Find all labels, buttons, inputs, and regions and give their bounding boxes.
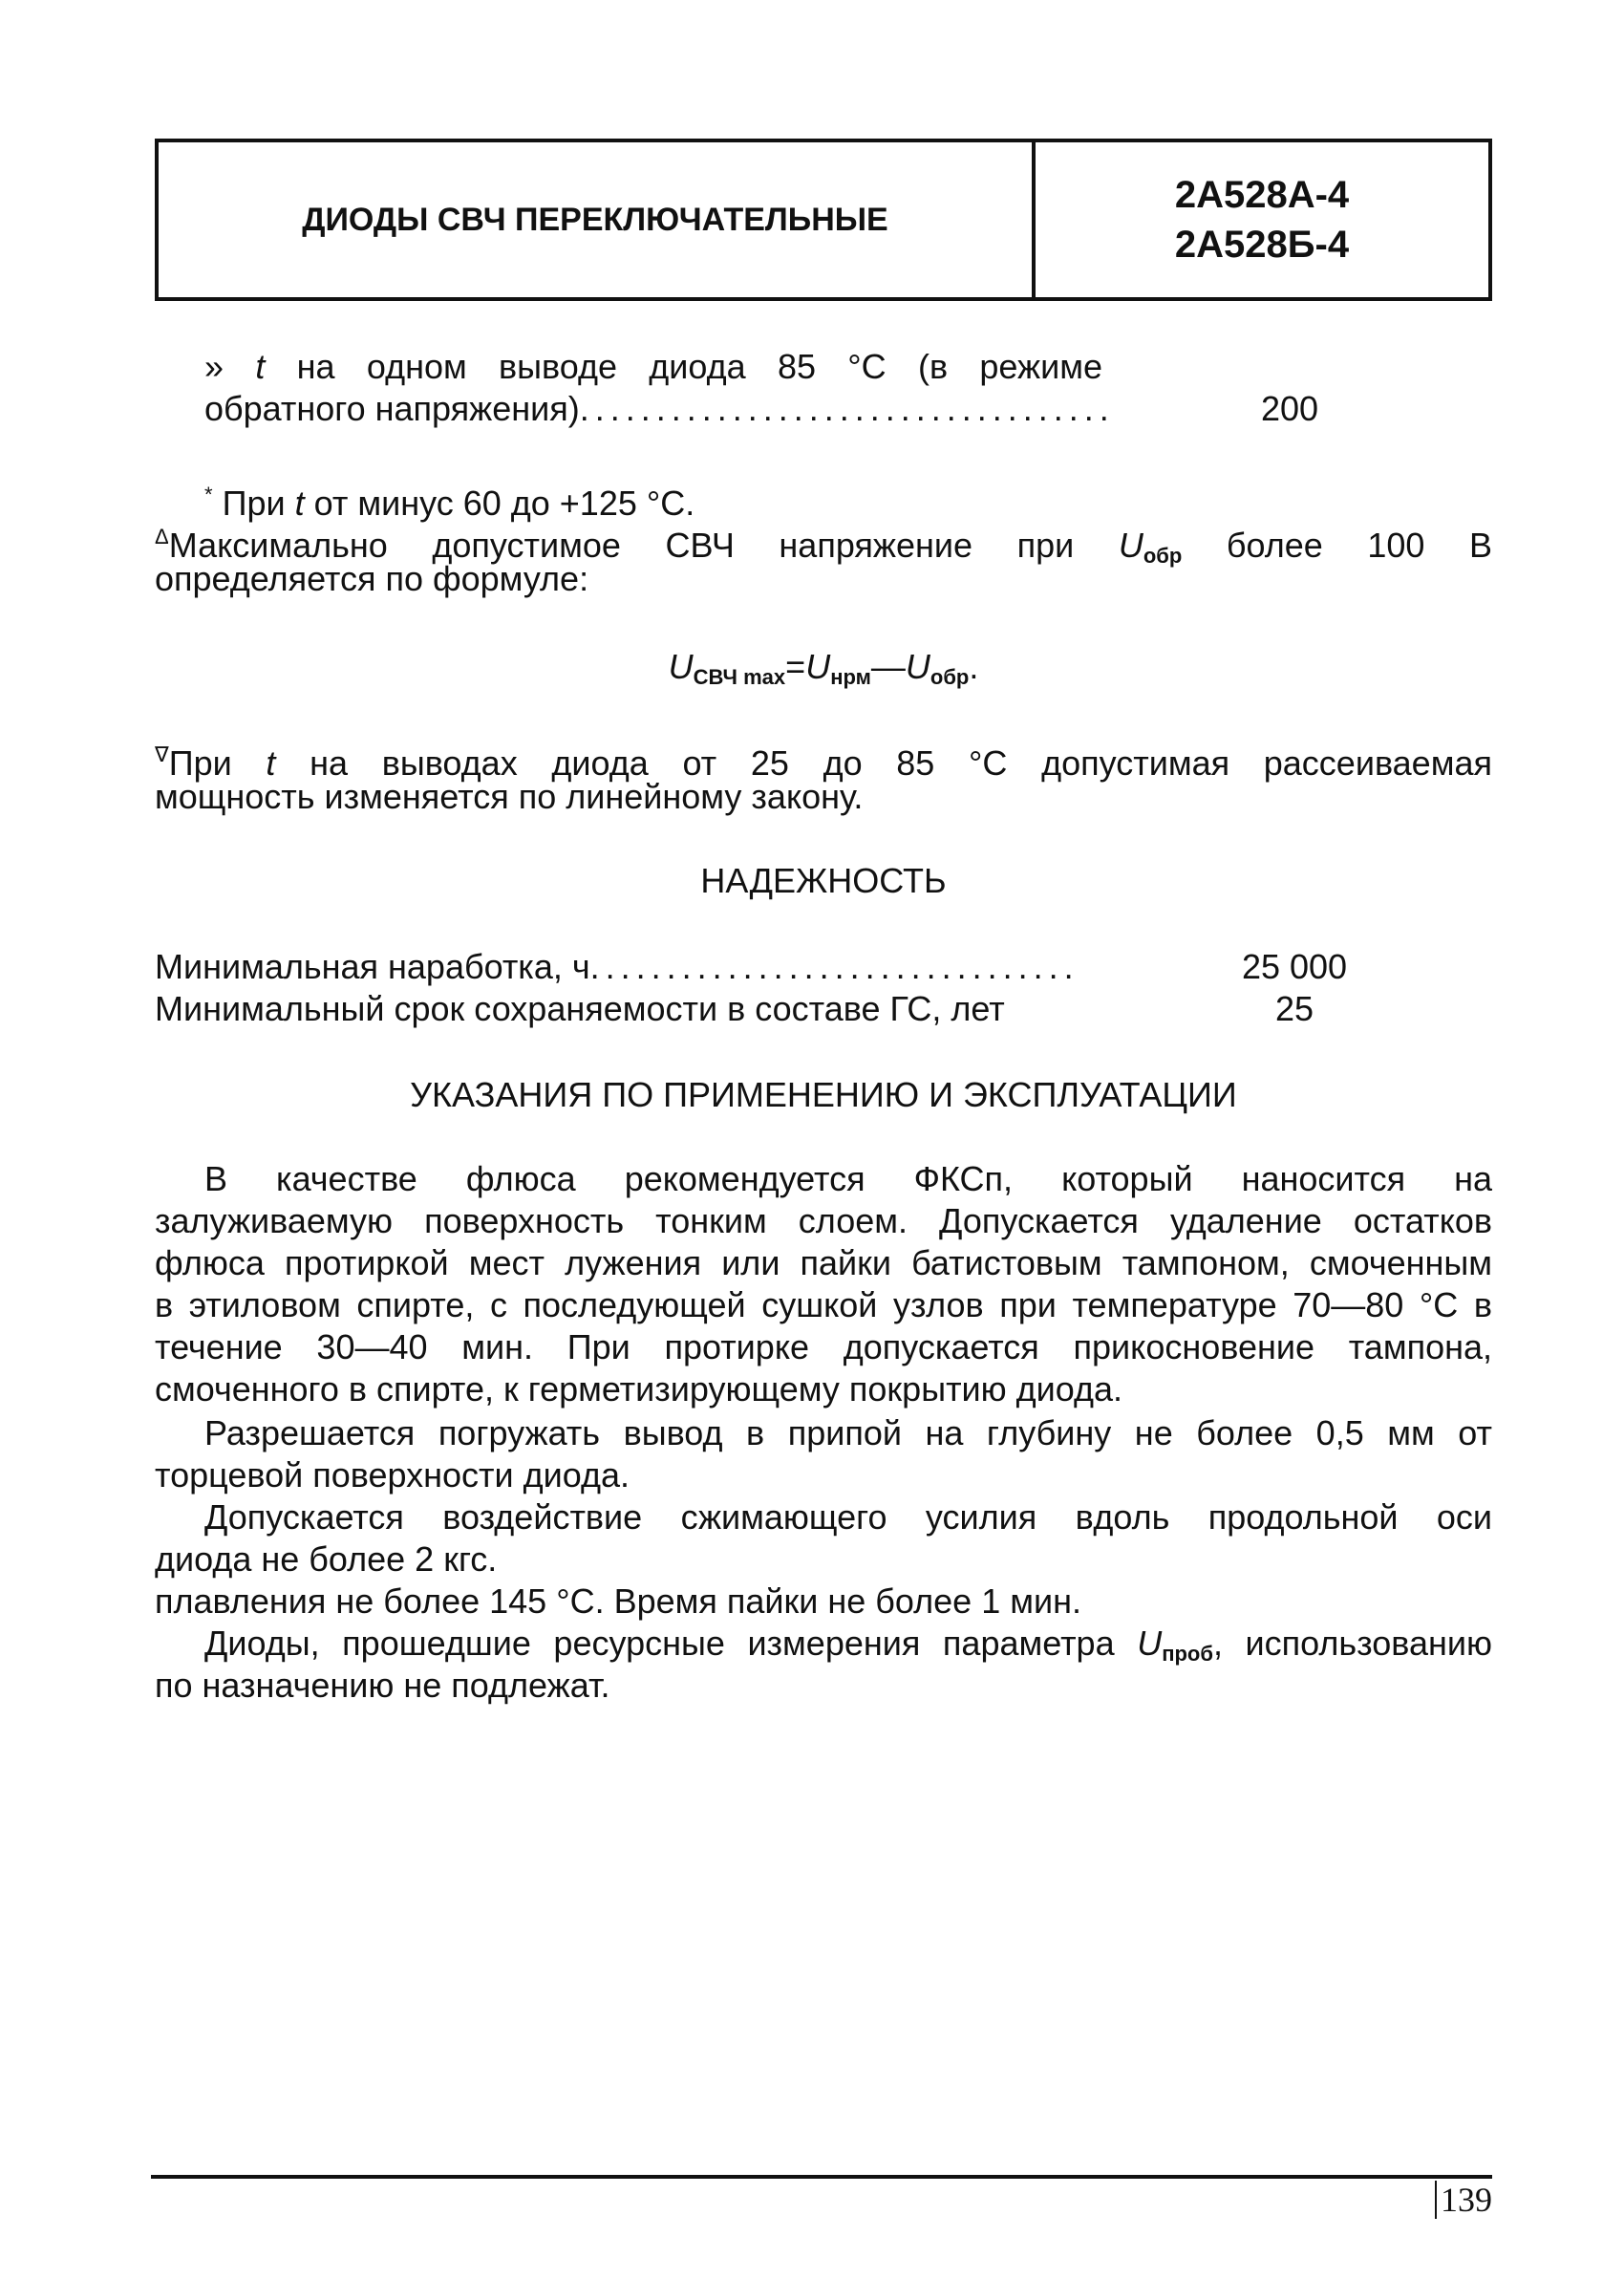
formula: $U_{СВЧ max}=U_{нрм}—U_{обр}$.: [668, 647, 979, 689]
footnote-nabla-line1: ∇При t на выводах диода от 25 до 85 °С допустимая рассеиваемая: [155, 742, 1492, 783]
footnote-delta-line2: определяется по формуле:: [155, 559, 589, 598]
usage-p3-line2: диода не более 2 кгс.: [155, 1539, 498, 1579]
usage-p1-line1: В качестве флюса рекомендуется ФКСп, который наносится на: [204, 1159, 1492, 1198]
reliability-row-2: Минимальный срок сохраняемости в составе ГС, лет: [155, 989, 1005, 1028]
page-number: 139: [1435, 2181, 1492, 2219]
usage-p4: плавления не более 145 °С. Время пайки не более 1 мин.: [155, 1581, 1081, 1621]
usage-p5-line1: Диоды, прошедшие ресурсные измерения параметра $U_{проб}$, использованию: [204, 1624, 1492, 1666]
header-box: [155, 139, 1492, 301]
footnote-nabla-line2: мощность изменяется по линейному закону.: [155, 777, 864, 816]
reliability-heading: НАДЕЖНОСТЬ: [700, 861, 947, 900]
usage-p5-line2: по назначению не подлежат.: [155, 1666, 610, 1705]
header-code-b: 2А528Б-4: [1174, 224, 1350, 266]
reliability-row-1: Минимальная наработка, ч .....: [155, 946, 1072, 988]
cont-item-value: 200: [1260, 389, 1319, 428]
usage-heading: УКАЗАНИЯ ПО ПРИМЕНЕНИЮ И ЭКСПЛУАТАЦИИ: [410, 1075, 1237, 1114]
reliability-row-2-value: 25: [1274, 989, 1314, 1028]
usage-p1-line5: течение 30—40 мин. При протирке допускается прикосновение тампона,: [155, 1327, 1492, 1366]
usage-p1-line2: залуживаемую поверхность тонким слоем. Допускается удаление остатков: [155, 1201, 1492, 1240]
usage-p1-line3: флюса протиркой мест лужения или пайки батистовым тампоном, смоченным: [155, 1243, 1492, 1282]
reliability-row-1-value: 25 000: [1241, 947, 1348, 986]
footer-rule: [151, 2175, 1492, 2179]
usage-p1-line4: в этиловом спирте, с последующей сушкой узлов при температуре 70—80 °С в: [155, 1285, 1492, 1324]
usage-p2-line2: торцевой поверхности диода.: [155, 1455, 630, 1495]
header-codes: [1036, 142, 1488, 297]
usage-p2-line1: Разрешается погружать вывод в припой на глубину не более 0,5 мм от: [204, 1413, 1492, 1452]
footnote-delta-line1: $^\Delta$Максимально допустимое СВЧ напряжение при $U_{обр}$ более 100 В: [155, 525, 1492, 568]
cont-item-line1: » t на одном выводе диода 85 °С (в режиме: [204, 347, 1102, 386]
header-code-a: 2А528А-4: [1174, 174, 1350, 216]
cont-item-line2: обратного напряжения) .....: [204, 388, 1112, 430]
footnote-star: * При t от минус 60 до +125 °С.: [204, 483, 695, 523]
usage-p1-line6: смоченного в спирте, к герметизирующему покрытию диода.: [155, 1369, 1123, 1409]
usage-p3-line1: Допускается воздействие сжимающего усилия вдоль продольной оси: [204, 1497, 1492, 1537]
header-title: ДИОДЫ СВЧ ПЕРЕКЛЮЧАТЕЛЬНЫЕ: [159, 142, 1036, 297]
